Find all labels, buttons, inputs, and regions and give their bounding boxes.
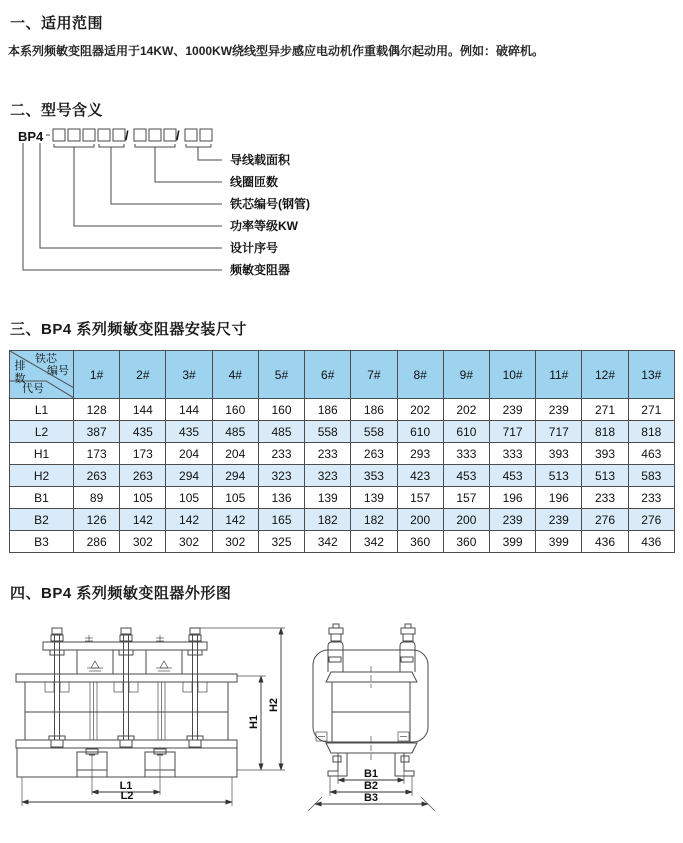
model-design-no: 4 xyxy=(36,129,44,144)
corner-label-core-1: 铁芯 xyxy=(35,353,57,365)
dimension-cell: 271 xyxy=(628,399,674,421)
dimension-cell: 276 xyxy=(628,509,674,531)
row-code: H1 xyxy=(10,443,74,465)
dimension-cell: 463 xyxy=(628,443,674,465)
dimension-cell: 485 xyxy=(258,421,304,443)
dim-h2 xyxy=(197,628,285,770)
model-code-text xyxy=(18,128,180,144)
dimension-cell: 423 xyxy=(397,465,443,487)
front-view-drawing xyxy=(16,628,285,806)
model-code-leaders xyxy=(23,143,222,270)
corner-label-core-2: 编号 xyxy=(47,365,69,377)
dimension-cell: 239 xyxy=(489,399,535,421)
col-header: 11# xyxy=(536,351,582,399)
side-view-drawing xyxy=(308,624,435,811)
dimension-cell: 393 xyxy=(582,443,628,465)
dimension-cell: 293 xyxy=(397,443,443,465)
dimension-cell: 294 xyxy=(212,465,258,487)
dimension-cell: 139 xyxy=(305,487,351,509)
dimension-cell: 204 xyxy=(212,443,258,465)
label-power-kw: 功率等级KW xyxy=(230,219,298,233)
row-code: B3 xyxy=(10,531,74,553)
dimension-cell: 353 xyxy=(351,465,397,487)
dimension-cell: 105 xyxy=(120,487,166,509)
dimension-cell: 342 xyxy=(305,531,351,553)
dimension-cell: 360 xyxy=(397,531,443,553)
dimension-cell: 144 xyxy=(120,399,166,421)
dimension-cell: 165 xyxy=(258,509,304,531)
model-prefix: BP xyxy=(18,129,37,144)
dimension-cell: 186 xyxy=(305,399,351,421)
dimension-cell: 263 xyxy=(74,465,120,487)
dimension-cell: 323 xyxy=(305,465,351,487)
dimension-cell: 160 xyxy=(212,399,258,421)
dimension-cell: 342 xyxy=(351,531,397,553)
dimension-cell: 399 xyxy=(489,531,535,553)
row-code: H2 xyxy=(10,465,74,487)
model-slash-2: / xyxy=(176,128,180,143)
col-header: 5# xyxy=(258,351,304,399)
dimension-cell: 399 xyxy=(536,531,582,553)
dimension-cell: 717 xyxy=(536,421,582,443)
col-header: 13# xyxy=(628,351,674,399)
col-header: 12# xyxy=(582,351,628,399)
dimension-cell: 233 xyxy=(305,443,351,465)
dimension-cell: 610 xyxy=(443,421,489,443)
dimension-cell: 239 xyxy=(489,509,535,531)
model-code-diagram xyxy=(0,118,683,288)
dimension-cell: 233 xyxy=(628,487,674,509)
row-code: L2 xyxy=(10,421,74,443)
label-core-no: 铁芯编号(钢管) xyxy=(230,197,310,211)
section-4-title: 四、BP4 系列频敏变阻器外形图 xyxy=(10,585,232,602)
dimension-cell: 302 xyxy=(212,531,258,553)
dimension-cell: 302 xyxy=(120,531,166,553)
col-header: 10# xyxy=(489,351,535,399)
table-header-row xyxy=(10,351,675,399)
dimension-cell: 89 xyxy=(74,487,120,509)
dimension-cell: 513 xyxy=(536,465,582,487)
section-3-title: 三、BP4 系列频敏变阻器安装尺寸 xyxy=(10,321,247,338)
dimension-cell: 157 xyxy=(397,487,443,509)
dimension-cell: 233 xyxy=(258,443,304,465)
dimension-cell: 196 xyxy=(489,487,535,509)
table-row xyxy=(10,487,675,509)
dimension-cell: 558 xyxy=(305,421,351,443)
dimension-cell: 387 xyxy=(74,421,120,443)
outline-drawings xyxy=(0,610,683,832)
row-code: B1 xyxy=(10,487,74,509)
dimension-cell: 263 xyxy=(351,443,397,465)
label-device: 频敏变阻器 xyxy=(230,263,291,277)
dim-b3 xyxy=(308,792,435,811)
label-wire-area: 导线载面积 xyxy=(230,153,291,167)
dimension-cell: 610 xyxy=(397,421,443,443)
dimension-cell: 204 xyxy=(166,443,212,465)
dimension-cell: 263 xyxy=(120,465,166,487)
dimension-cell: 436 xyxy=(582,531,628,553)
dimension-cell: 818 xyxy=(582,421,628,443)
dimension-cell: 302 xyxy=(166,531,212,553)
col-header: 7# xyxy=(351,351,397,399)
dimension-cell: 325 xyxy=(258,531,304,553)
corner-header-cell xyxy=(10,351,74,399)
dimension-cell: 196 xyxy=(536,487,582,509)
corner-label-rows: 排数 xyxy=(14,360,26,385)
dimension-cell: 436 xyxy=(628,531,674,553)
dim-label-h2: H2 xyxy=(268,697,280,713)
dimension-cell: 173 xyxy=(120,443,166,465)
dimension-cell: 142 xyxy=(120,509,166,531)
table-row xyxy=(10,443,675,465)
dimension-cell: 323 xyxy=(258,465,304,487)
dimension-cell: 142 xyxy=(166,509,212,531)
model-code-brackets xyxy=(54,144,211,147)
dimension-cell: 360 xyxy=(443,531,489,553)
corner-label-code: 代号 xyxy=(22,383,44,395)
dimension-cell: 485 xyxy=(212,421,258,443)
dimension-cell: 583 xyxy=(628,465,674,487)
dimension-cell: 173 xyxy=(74,443,120,465)
dimension-cell: 435 xyxy=(166,421,212,443)
table-row xyxy=(10,399,675,421)
col-header: 1# xyxy=(74,351,120,399)
col-header: 8# xyxy=(397,351,443,399)
dimension-cell: 136 xyxy=(258,487,304,509)
col-header: 2# xyxy=(120,351,166,399)
table-row xyxy=(10,465,675,487)
section-1-title: 一、适用范围 xyxy=(10,15,104,32)
dimension-cell: 333 xyxy=(443,443,489,465)
dimension-cell: 142 xyxy=(212,509,258,531)
table-row xyxy=(10,531,675,553)
col-header: 3# xyxy=(166,351,212,399)
dimension-cell: 139 xyxy=(351,487,397,509)
dimension-cell: 186 xyxy=(351,399,397,421)
table-row xyxy=(10,421,675,443)
dimension-cell: 202 xyxy=(443,399,489,421)
model-slash-1: / xyxy=(125,128,129,143)
dim-label-l2: L2 xyxy=(120,790,134,802)
dimension-cell: 182 xyxy=(351,509,397,531)
dimension-cell: 128 xyxy=(74,399,120,421)
dimension-cell: 157 xyxy=(443,487,489,509)
dim-label-b1: B1 xyxy=(363,768,379,780)
dimension-cell: 233 xyxy=(582,487,628,509)
model-code-labels xyxy=(229,152,310,277)
label-design-serial: 设计序号 xyxy=(230,241,279,255)
dimension-cell: 200 xyxy=(443,509,489,531)
dimension-cell: 513 xyxy=(582,465,628,487)
row-code: B2 xyxy=(10,509,74,531)
dimension-cell: 271 xyxy=(582,399,628,421)
dim-label-l1: L1 xyxy=(119,780,133,792)
table-row xyxy=(10,509,675,531)
terminal-symbols xyxy=(87,661,172,671)
dimension-cell: 144 xyxy=(166,399,212,421)
row-code: L1 xyxy=(10,399,74,421)
dimension-cell: 453 xyxy=(443,465,489,487)
dimension-table xyxy=(9,350,675,553)
dimension-cell: 294 xyxy=(166,465,212,487)
dimension-cell: 126 xyxy=(74,509,120,531)
dimension-cell: 200 xyxy=(397,509,443,531)
col-header: 4# xyxy=(212,351,258,399)
dim-l1 xyxy=(92,754,160,795)
dimension-cell: 286 xyxy=(74,531,120,553)
dim-label-b2: B2 xyxy=(363,780,379,792)
dimension-cell: 558 xyxy=(351,421,397,443)
dimension-cell: 276 xyxy=(582,509,628,531)
dimension-cell: 393 xyxy=(536,443,582,465)
dimension-cell: 105 xyxy=(166,487,212,509)
dimension-cell: 333 xyxy=(489,443,535,465)
dimension-cell: 105 xyxy=(212,487,258,509)
dimension-cell: 818 xyxy=(628,421,674,443)
col-header: 6# xyxy=(305,351,351,399)
dimension-cell: 453 xyxy=(489,465,535,487)
dimension-cell: 435 xyxy=(120,421,166,443)
label-coil-turns: 线圈匝数 xyxy=(230,175,279,189)
dim-label-b3: B3 xyxy=(363,792,379,804)
section-1-body: 本系列频敏变阻器适用于14KW、1000KW绕线型异步感应电动机作重载偶尔起动用。例如：破碎机。 xyxy=(8,44,545,58)
dimension-cell: 717 xyxy=(489,421,535,443)
dimension-cell: 182 xyxy=(305,509,351,531)
dim-h1 xyxy=(237,676,266,770)
section-2-title: 二、型号含义 xyxy=(10,102,104,119)
dimension-cell: 239 xyxy=(536,399,582,421)
dimension-cell: 160 xyxy=(258,399,304,421)
dimension-cell: 202 xyxy=(397,399,443,421)
col-header: 9# xyxy=(443,351,489,399)
model-code-boxes xyxy=(53,129,212,141)
dim-label-h1: H1 xyxy=(248,714,260,730)
dimension-cell: 239 xyxy=(536,509,582,531)
